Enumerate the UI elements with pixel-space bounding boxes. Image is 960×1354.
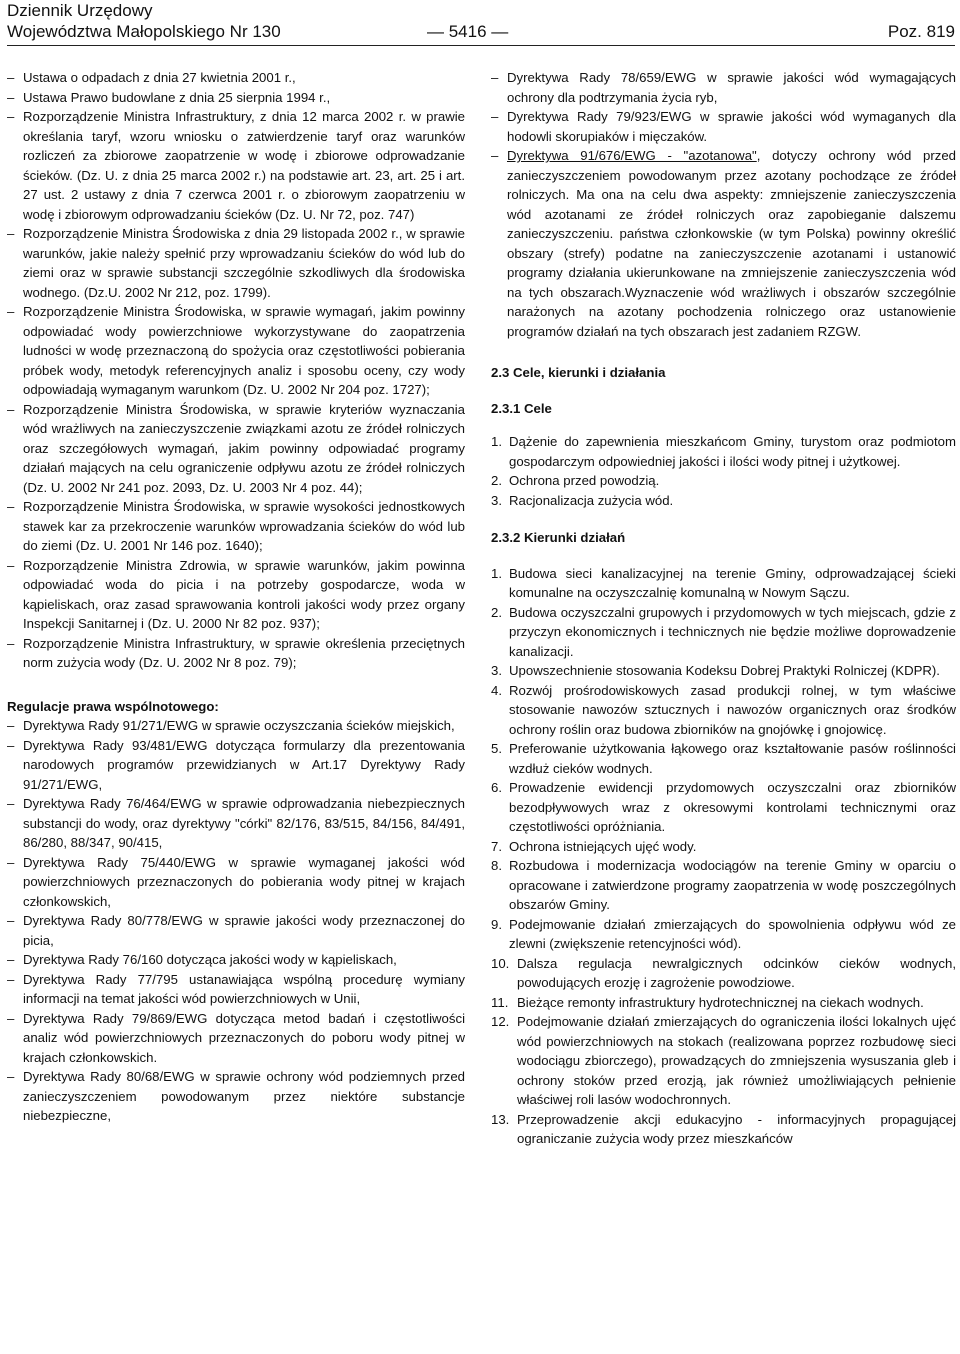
legal-act-item (7, 302, 465, 400)
direction-text: Upowszechnienie stosowania Kodeksu Dobrej Praktyki Rolniczej (KDPR). (509, 663, 940, 678)
eu-regulations-heading: Regulacje prawa wspólnotowego: (7, 698, 219, 714)
dash-marker: – (7, 401, 15, 417)
goal-text: Dążenie do zapewnienia mieszkańcom Gminy, turystom oraz podmiotom gospodarczym odpowiedniej jakości i ilości wody pitnej i użytkowej. (509, 434, 956, 469)
dash-marker: – (7, 109, 15, 124)
nitrates-directive-link[interactable]: Dyrektywa 91/676/EWG - "azotanowa" (507, 148, 757, 163)
goal-number: 1. (491, 434, 502, 449)
direction-text: Prowadzenie ewidencji przydomowych oczyszczalni oraz zbiorników bezodpływowych wraz z okresowymi kontrolami technicznymi oraz częstotliwości opróżniania. (509, 780, 956, 834)
eu-directive-text: Dyrektywa Rady 77/795 ustanawiająca wspólną procedurę wymiany informacji na temat jakości wód powierzchniowych w Unii, (23, 971, 465, 1006)
direction-item (491, 856, 956, 915)
dash-marker: – (7, 557, 15, 573)
direction-number: 13. (491, 1111, 510, 1127)
direction-item (491, 564, 956, 603)
dash-marker: – (7, 971, 15, 987)
eu-directive-text: Dyrektywa Rady 79/923/EWG w sprawie jakości wód wymaganych dla hodowli skorupiaków i mięczaków. (507, 109, 956, 144)
direction-text: Podejmowanie działań zmierzających do ograniczenia ilości lokalnych ujęć wód powierzchniowych na stokach (realizowana poprzez rozbudowę sieci wodociągu zbiorczego), prowadzących do zmniejszenia wysuszania gleb i ochrony stoków przed erozją, jak również umożliwiających pełnienie właściwej roli lasów wodochronnych. (517, 1014, 956, 1107)
eu-directive-item (7, 853, 465, 912)
eu-directive-item (7, 970, 465, 1009)
goal-number: 3. (491, 492, 502, 508)
page-number: — 5416 — (427, 22, 509, 41)
dash-marker: – (7, 913, 15, 928)
eu-directive-text: Dyrektywa Rady 79/869/EWG dotycząca metod badań i częstotliwości analiz wód powierzchniowych przeznaczonych do poboru wody pitnej w krajach członkowskich. (23, 1010, 465, 1065)
eu-directive-item (7, 911, 465, 950)
direction-text: Rozwój prośrodowiskowych zasad produkcji rolnej, w tym właściwe stosowanie nawozów sztucznych i nawozów organicznych oraz środków ochrony roślin oraz budowa zbiorników na gnojówkę i gnojowicę. (509, 682, 956, 737)
legal-act-text: Rozporządzenie Ministra Infrastruktury, w sprawie określenia przeciętnych norm zużycia wody (Dz. U. 2002 Nr 8 poz. 79); (23, 635, 465, 670)
dash-marker: – (491, 70, 499, 85)
dash-marker: – (7, 952, 15, 967)
direction-number: 6. (491, 780, 502, 795)
legal-act-text: Rozporządzenie Ministra Środowiska, w sprawie wysokości jednostkowych stawek kar za przekroczenie warunków wprowadzania ścieków do wód lub do ziemi (Dz. U. 2001 Nr 146 poz. 1640); (23, 499, 465, 553)
nitrates-directive-text: , dotyczy ochrony wód przed zanieczyszczeniem powodowanym przez azotany pochodzące ze źródeł rolniczych. Ma ona na celu dwa aspekty: zmniejszenie zanieczyszczenia wód azotanami ze źródeł rolniczych oraz zapobieganie dalszemu zanieczyszczeniu. państwa członkowskie (w tym Polska) powinny określić obszary (strefy) podatne na zanieczyszczenie azotanami i ustanowić programy działania ukierunkowane na zmniejszenie zanieczyszczenia wód na tych obszarach.Wyznaczenie wód wrażliwych i obszarów szczególnie narażonych na azotany pochodzenia rolniczego oraz ustanowienie programów działań na tych obszarach jest zadaniem RZGW. (507, 148, 957, 339)
direction-number: 5. (491, 741, 502, 756)
dash-marker: – (7, 1010, 15, 1026)
direction-item (491, 1012, 956, 1110)
direction-item (491, 837, 956, 857)
legal-act-text: Ustawa Prawo budowlane z dnia 25 sierpnia 1994 r., (23, 89, 331, 105)
eu-directive-text: Dyrektywa Rady 80/68/EWG w sprawie ochrony wód podziemnych przed zanieczyszczeniem powodowanym przez niektóre substancje niebezpieczne, (23, 1069, 465, 1123)
legal-act-item (7, 556, 465, 634)
dash-marker: – (7, 737, 15, 753)
direction-text: Rozbudowa i modernizacja wodociągów na terenie Gminy w oparciu o opracowane i zatwierdzone programy zaopatrzenia w wodę poszczególnych obszarów Gminy. (509, 858, 956, 912)
direction-item (491, 993, 956, 1013)
eu-directive-item (7, 794, 465, 853)
direction-text: Przeprowadzenie akcji edukacyjno - informacyjnych propagującej ograniczanie zużycia wody przez mieszkańców (517, 1111, 956, 1146)
nitrates-directive-item (491, 146, 956, 341)
eu-directive-text: Dyrektywa Rady 78/659/EWG w sprawie jakości wód wymagających ochrony dla podtrzymania życia ryb, (507, 70, 956, 105)
legal-act-text: Ustawa o odpadach z dnia 27 kwietnia 2001 r., (23, 70, 296, 85)
direction-item (491, 603, 956, 662)
eu-directive-text: Dyrektywa Rady 93/481/EWG dotycząca formularzy dla prezentowania narodowych programów przewidzianych w Art.17 Dyrektywy Rady 91/271/EWG, (23, 737, 465, 792)
legal-act-item (7, 224, 465, 302)
eu-directive-item (7, 950, 465, 970)
goal-item (491, 491, 956, 511)
eu-directive-item (491, 107, 956, 146)
header-rule (7, 45, 955, 46)
eu-directive-text: Dyrektywa Rady 80/778/EWG w sprawie jakości wody przeznaczonej do picia, (23, 913, 465, 948)
legal-act-text: Rozporządzenie Ministra Środowiska, w sprawie wymagań, jakim powinny odpowiadać wody powierzchniowe wykorzystywane do zaopatrzenia ludności w wodę przeznaczoną do spożycia oraz częstotliwości pobierania próbek wody, metodyk referencyjnych analiz i sposobu oceny, czy wody odpowiadają wymaganym warunkom (Dz. U. 2002 Nr 204 poz. 1727); (23, 304, 465, 397)
direction-item (491, 661, 956, 681)
goal-item (491, 471, 956, 491)
goal-item (491, 432, 956, 471)
eu-directive-text: Dyrektywa Rady 91/271/EWG w sprawie oczyszczania ścieków miejskich, (23, 718, 455, 733)
dash-marker: – (7, 718, 15, 733)
eu-directive-text: Dyrektywa Rady 76/160 dotycząca jakości wody w kąpieliskach, (23, 952, 397, 967)
dash-marker: – (7, 796, 15, 811)
section-heading-2-3: 2.3 Cele, kierunki i działania (491, 365, 666, 380)
dash-marker: – (7, 854, 15, 870)
direction-number: 12. (491, 1014, 510, 1029)
direction-number: 3. (491, 663, 502, 678)
goal-text: Ochrona przed powodzią. (509, 473, 660, 488)
legal-act-text: Rozporządzenie Ministra Środowiska z dnia 29 listopada 2002 r., w sprawie warunków, jakie należy spełnić przy wprowadzaniu ścieków do wód lub do ziemi oraz w sprawie substancji szczególnie szkodliwych dla środowiska wodnego. (Dz.U. 2002 Nr 212, poz. 1799). (23, 226, 465, 300)
direction-number: 10. (491, 955, 510, 971)
section-heading-2-3-2: 2.3.2 Kierunki działań (491, 530, 626, 545)
position-number: Poz. 819 (887, 22, 955, 41)
right-column (491, 68, 956, 1149)
direction-number: 2. (491, 604, 502, 620)
legal-act-item (7, 107, 465, 224)
direction-number: 8. (491, 858, 502, 873)
direction-number: 11. (491, 994, 509, 1010)
dash-marker: – (491, 109, 499, 124)
direction-text: Ochrona istniejących ujęć wody. (509, 838, 697, 854)
legal-act-text: Rozporządzenie Ministra Infrastruktury, z dnia 12 marca 2002 r. w prawie określania taryf, wzoru wniosku o zatwierdzenie taryf oraz warunków rozliczeń za zbiorowe zaopatrzenie w wodę i zbiorowe odprowadzanie ścieków. (Dz. U. z dnia 25 marca 2002 r.) na podstawie art. 23, art. 25 i art. 27 ust. 2 ustawy z dnia 7 czerwca 2001 r. o zbiorowym zaopatrzeniu w wodę i zbiorowym odprowadzaniu ścieków (Dz. U. Nr 72, poz. 747) (23, 109, 465, 222)
goal-text: Racjonalizacja zużycia wód. (509, 492, 674, 508)
eu-directive-item (7, 716, 465, 736)
dash-marker: – (7, 89, 15, 105)
dash-marker: – (7, 635, 15, 651)
direction-item (491, 681, 956, 740)
dash-marker: – (491, 148, 499, 163)
dash-marker: – (7, 226, 15, 241)
direction-item (491, 915, 956, 954)
dash-marker: – (7, 304, 15, 319)
eu-directive-item (491, 68, 956, 107)
dash-marker: – (7, 70, 15, 85)
section-heading-2-3-1: 2.3.1 Cele (491, 400, 552, 416)
direction-item (491, 778, 956, 837)
legal-act-text: Rozporządzenie Ministra Środowiska, w sprawie kryteriów wyznaczania wód wrażliwych na zanieczyszczenie związkami azotu ze źródeł rolniczych oraz szczegółowych wymagań, jakim powinny odpowiadać programy działań mających na celu ograniczenie odpływu azotu ze źródeł rolniczych (Dz. U. 2002 Nr 241 poz. 2093, Dz. U. 2003 Nr 4 poz. 44); (23, 401, 465, 495)
direction-item (491, 1110, 956, 1149)
direction-text: Dalsza regulacja newralgicznych odcinków cieków wodnych, powodujących erozję i zagrożenie powodziowe. (517, 955, 956, 990)
legal-act-text: Rozporządzenie Ministra Zdrowia, w sprawie warunków, jakim powinna odpowiadać woda do picia i na potrzeby gospodarcze, woda w kąpieliskach, oraz zasad sprawowania kontroli jakości wody przez organy Inspekcji Sanitarnej i (Dz. U. 2000 Nr 82 poz. 937); (23, 557, 465, 631)
direction-text: Preferowanie użytkowania łąkowego oraz kształtowanie pasów roślinności wzdłuż cieków wodnych. (509, 741, 956, 776)
direction-text: Budowa oczyszczalni grupowych i przydomowych w tych miejscach, gdzie z przyczyn ekonomicznych i technicznych nie będzie możliwe doprowadzenie kanalizacji. (509, 604, 956, 659)
eu-directive-item (7, 1009, 465, 1068)
direction-number: 4. (491, 682, 502, 698)
direction-number: 1. (491, 565, 502, 581)
journal-title: Dziennik Urzędowy (7, 1, 153, 20)
direction-text: Budowa sieci kanalizacyjnej na terenie Gminy, odprowadzającej ścieki komunalne na oczyszczalnię komunalną w Nowym Sączu. (509, 565, 956, 600)
legal-act-item (7, 634, 465, 673)
legal-act-item (7, 88, 465, 108)
left-column (7, 68, 465, 1126)
direction-number: 7. (491, 838, 502, 854)
legal-act-item (7, 400, 465, 498)
dash-marker: – (7, 499, 15, 514)
legal-act-item (7, 497, 465, 556)
eu-directive-text: Dyrektywa Rady 75/440/EWG w sprawie wymaganej jakości wód powierzchniowych przeznaczonych do pobierania wody pitnej w krajach członkowskich, (23, 854, 465, 909)
page-header (7, 0, 955, 44)
eu-directive-item (7, 736, 465, 795)
goal-number: 2. (491, 473, 502, 488)
direction-text: Bieżące remonty infrastruktury hydrotechnicznej na ciekach wodnych. (517, 994, 924, 1010)
direction-number: 9. (491, 916, 502, 932)
legal-act-item (7, 68, 465, 88)
dash-marker: – (7, 1069, 15, 1084)
direction-item (491, 954, 956, 993)
eu-directive-item (7, 1067, 465, 1126)
journal-issue: Województwa Małopolskiego Nr 130 (7, 22, 281, 41)
eu-directive-text: Dyrektywa Rady 76/464/EWG w sprawie odprowadzania niebezpiecznych substancji do wody, oraz dyrektywy "córki" 82/176, 83/515, 84/156, 84/491, 86/280, 88/347, 90/415, (23, 796, 465, 850)
direction-item (491, 739, 956, 778)
direction-text: Podejmowanie działań zmierzających do spowolnienia odpływu wód ze zlewni (zwiększenie retencyjności wód). (509, 916, 956, 951)
